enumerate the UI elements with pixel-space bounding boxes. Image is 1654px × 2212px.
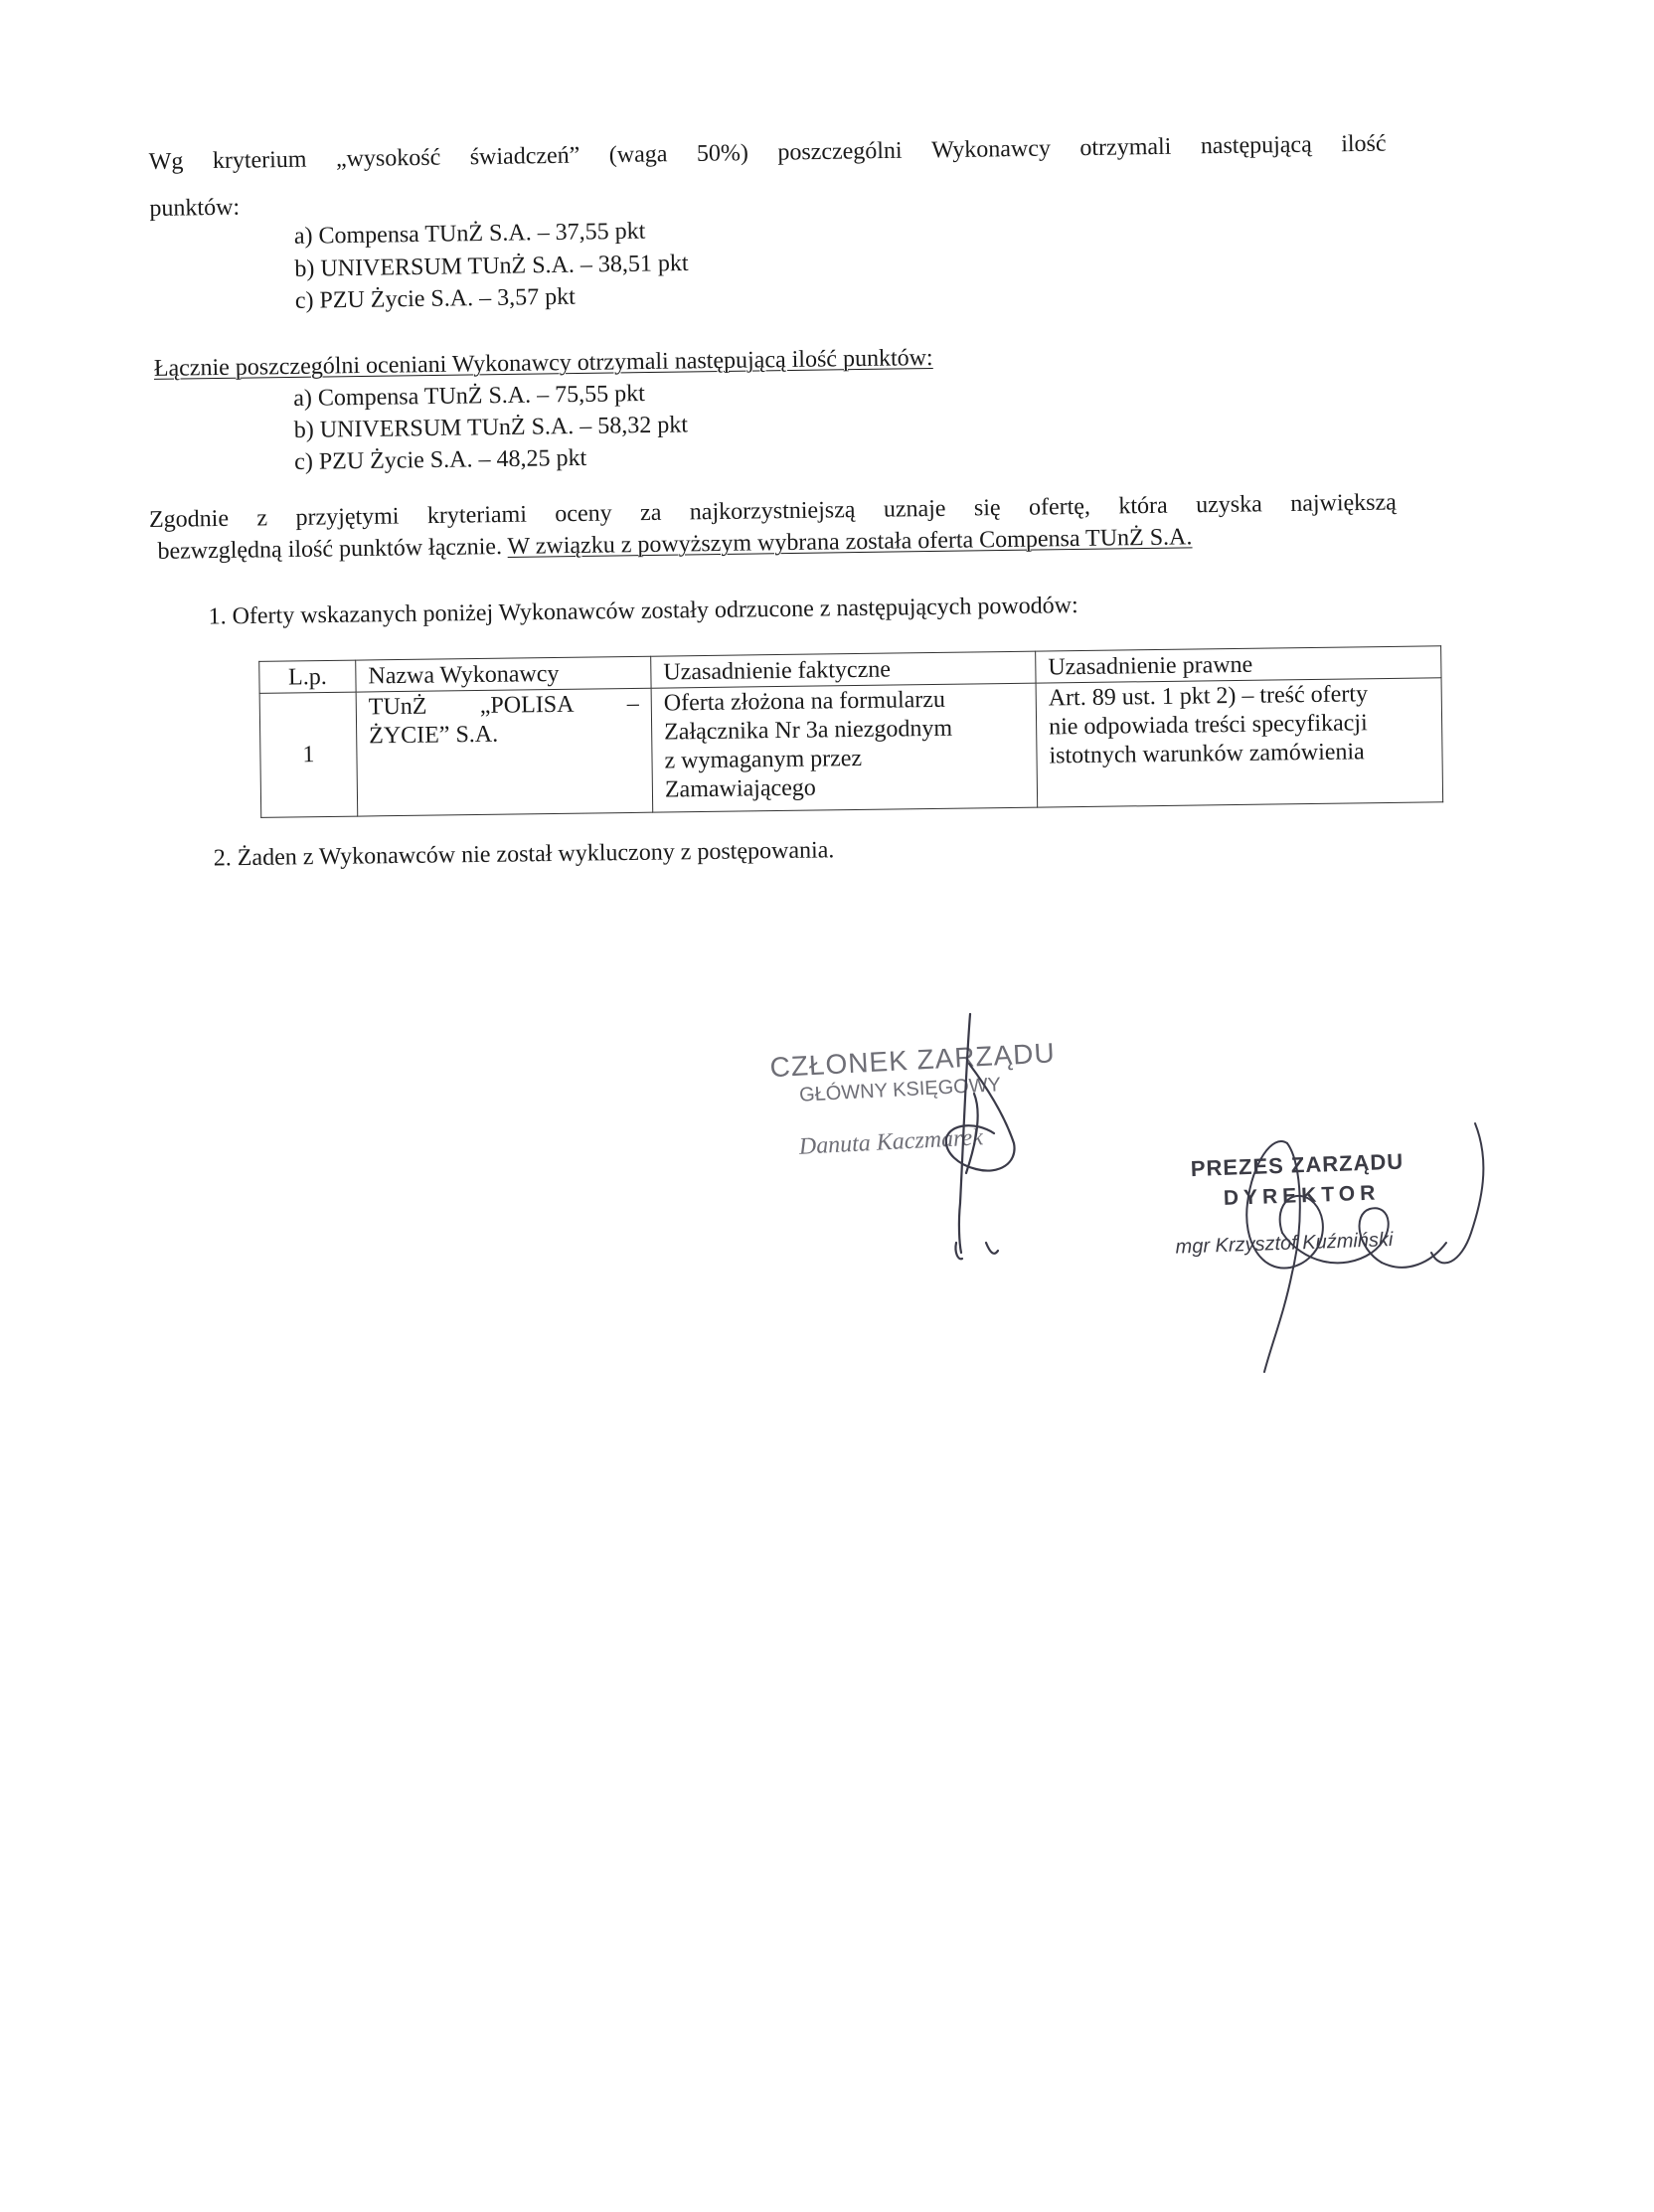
contractor-name-line1: [369, 690, 639, 723]
row-legal-justification: [1036, 678, 1443, 807]
legal-line: Art. 89 ust. 1 pkt 2) – treść oferty: [1048, 681, 1369, 712]
word: Zgodnie: [148, 505, 230, 533]
header-lp: L.p.: [259, 660, 356, 693]
word: uznaje: [883, 495, 946, 523]
word: Wykonawcy: [930, 135, 1052, 164]
totals-item: a) Compensa TUnŻ S.A. – 75,55 pkt: [293, 381, 645, 412]
signature-president: [1193, 1104, 1511, 1382]
word: „POLISA: [479, 691, 575, 719]
word: świadczeń”: [469, 142, 580, 171]
header-legal-justification: Uzasadnienie prawne: [1036, 646, 1441, 683]
header-factual-justification: Uzasadnienie faktyczne: [651, 651, 1036, 688]
criterion-intro-line: [149, 129, 1387, 177]
word: (waga: [608, 141, 668, 169]
criterion-intro-line2: punktów:: [149, 194, 241, 222]
row-lp: 1: [259, 692, 358, 817]
header-contractor-name: Nazwa Wykonawcy: [356, 656, 651, 692]
word: oceny: [555, 500, 612, 528]
word: z: [256, 505, 268, 532]
factual-line: z wymaganym przez: [664, 745, 863, 774]
factual-line: Załącznika Nr 3a niezgodnym: [663, 715, 953, 746]
exclusion-statement: 2. Żaden z Wykonawców nie został wykluczony z postępowania.: [213, 837, 835, 872]
stamp-person-name: mgr Krzysztof Kuźmiński: [1175, 1229, 1394, 1259]
word: otrzymali: [1079, 133, 1172, 162]
word: ilość: [1341, 130, 1387, 158]
rejection-table: [258, 645, 1443, 818]
stamp-subtitle: GŁÓWNY KSIĘGOWY: [798, 1074, 1002, 1106]
word: kryterium: [212, 146, 307, 175]
word: ofertę,: [1028, 493, 1091, 521]
stamp-person-name: Danuta Kaczmarek: [798, 1124, 984, 1160]
word: TUnŻ: [368, 693, 427, 721]
row-factual-justification: [651, 683, 1038, 812]
word: następującą: [1200, 131, 1312, 160]
totals-item: c) PZU Życie S.A. – 48,25 pkt: [294, 444, 587, 475]
word: największą: [1290, 489, 1398, 517]
word: przyjętymi: [295, 503, 400, 531]
criterion-item: b) UNIVERSUM TUnŻ S.A. – 38,51 pkt: [294, 250, 689, 282]
word: uzyska: [1195, 491, 1262, 519]
row-contractor-name: [356, 688, 653, 816]
criterion-item: c) PZU Życie S.A. – 3,57 pkt: [294, 283, 576, 314]
totals-heading: Łącznie poszczególni oceniani Wykonawcy otrzymali następującą ilość punktów:: [153, 344, 933, 382]
rejection-intro: 1. Oferty wskazanych poniżej Wykonawców zostały odrzucone z następujących powodów:: [208, 593, 1078, 630]
totals-item: b) UNIVERSUM TUnŻ S.A. – 58,32 pkt: [293, 412, 689, 443]
stamp-title: CZŁONEK ZARZĄDU: [768, 1037, 1057, 1084]
signature-board-member: [914, 1004, 1054, 1263]
factual-line: Oferta złożona na formularzu: [663, 686, 946, 717]
word: za: [639, 499, 662, 527]
word: najkorzystniejszą: [689, 497, 856, 526]
legal-line: nie odpowiada treści specyfikacji: [1048, 710, 1368, 741]
criterion-section: [0, 0, 1651, 314]
stamp-title: PREZES ZARZĄDU: [1190, 1148, 1405, 1182]
conclusion-plain: bezwzględną ilość punktów łącznie.: [157, 533, 508, 565]
contractor-name-line2: ŻYCIE” S.A.: [369, 721, 499, 750]
word: –: [626, 690, 639, 718]
table-row: [259, 678, 1443, 818]
factual-line: Zamawiającego: [664, 774, 817, 803]
word: kryteriami: [426, 501, 528, 530]
word: poszczególni: [777, 137, 903, 166]
criterion-item: a) Compensa TUnŻ S.A. – 37,55 pkt: [293, 218, 646, 250]
legal-line: istotnych warunków zamówienia: [1049, 739, 1365, 769]
selected-offer-statement: W związku z powyższym wybrana została oferta Compensa TUnŻ S.A.: [507, 524, 1193, 560]
word: Wg: [148, 148, 184, 176]
word: „wysokość: [335, 144, 441, 173]
word: która: [1118, 492, 1168, 520]
word: się: [973, 495, 1001, 522]
stamp-subtitle: DYREKTOR: [1223, 1181, 1381, 1210]
word: 50%): [696, 140, 749, 167]
